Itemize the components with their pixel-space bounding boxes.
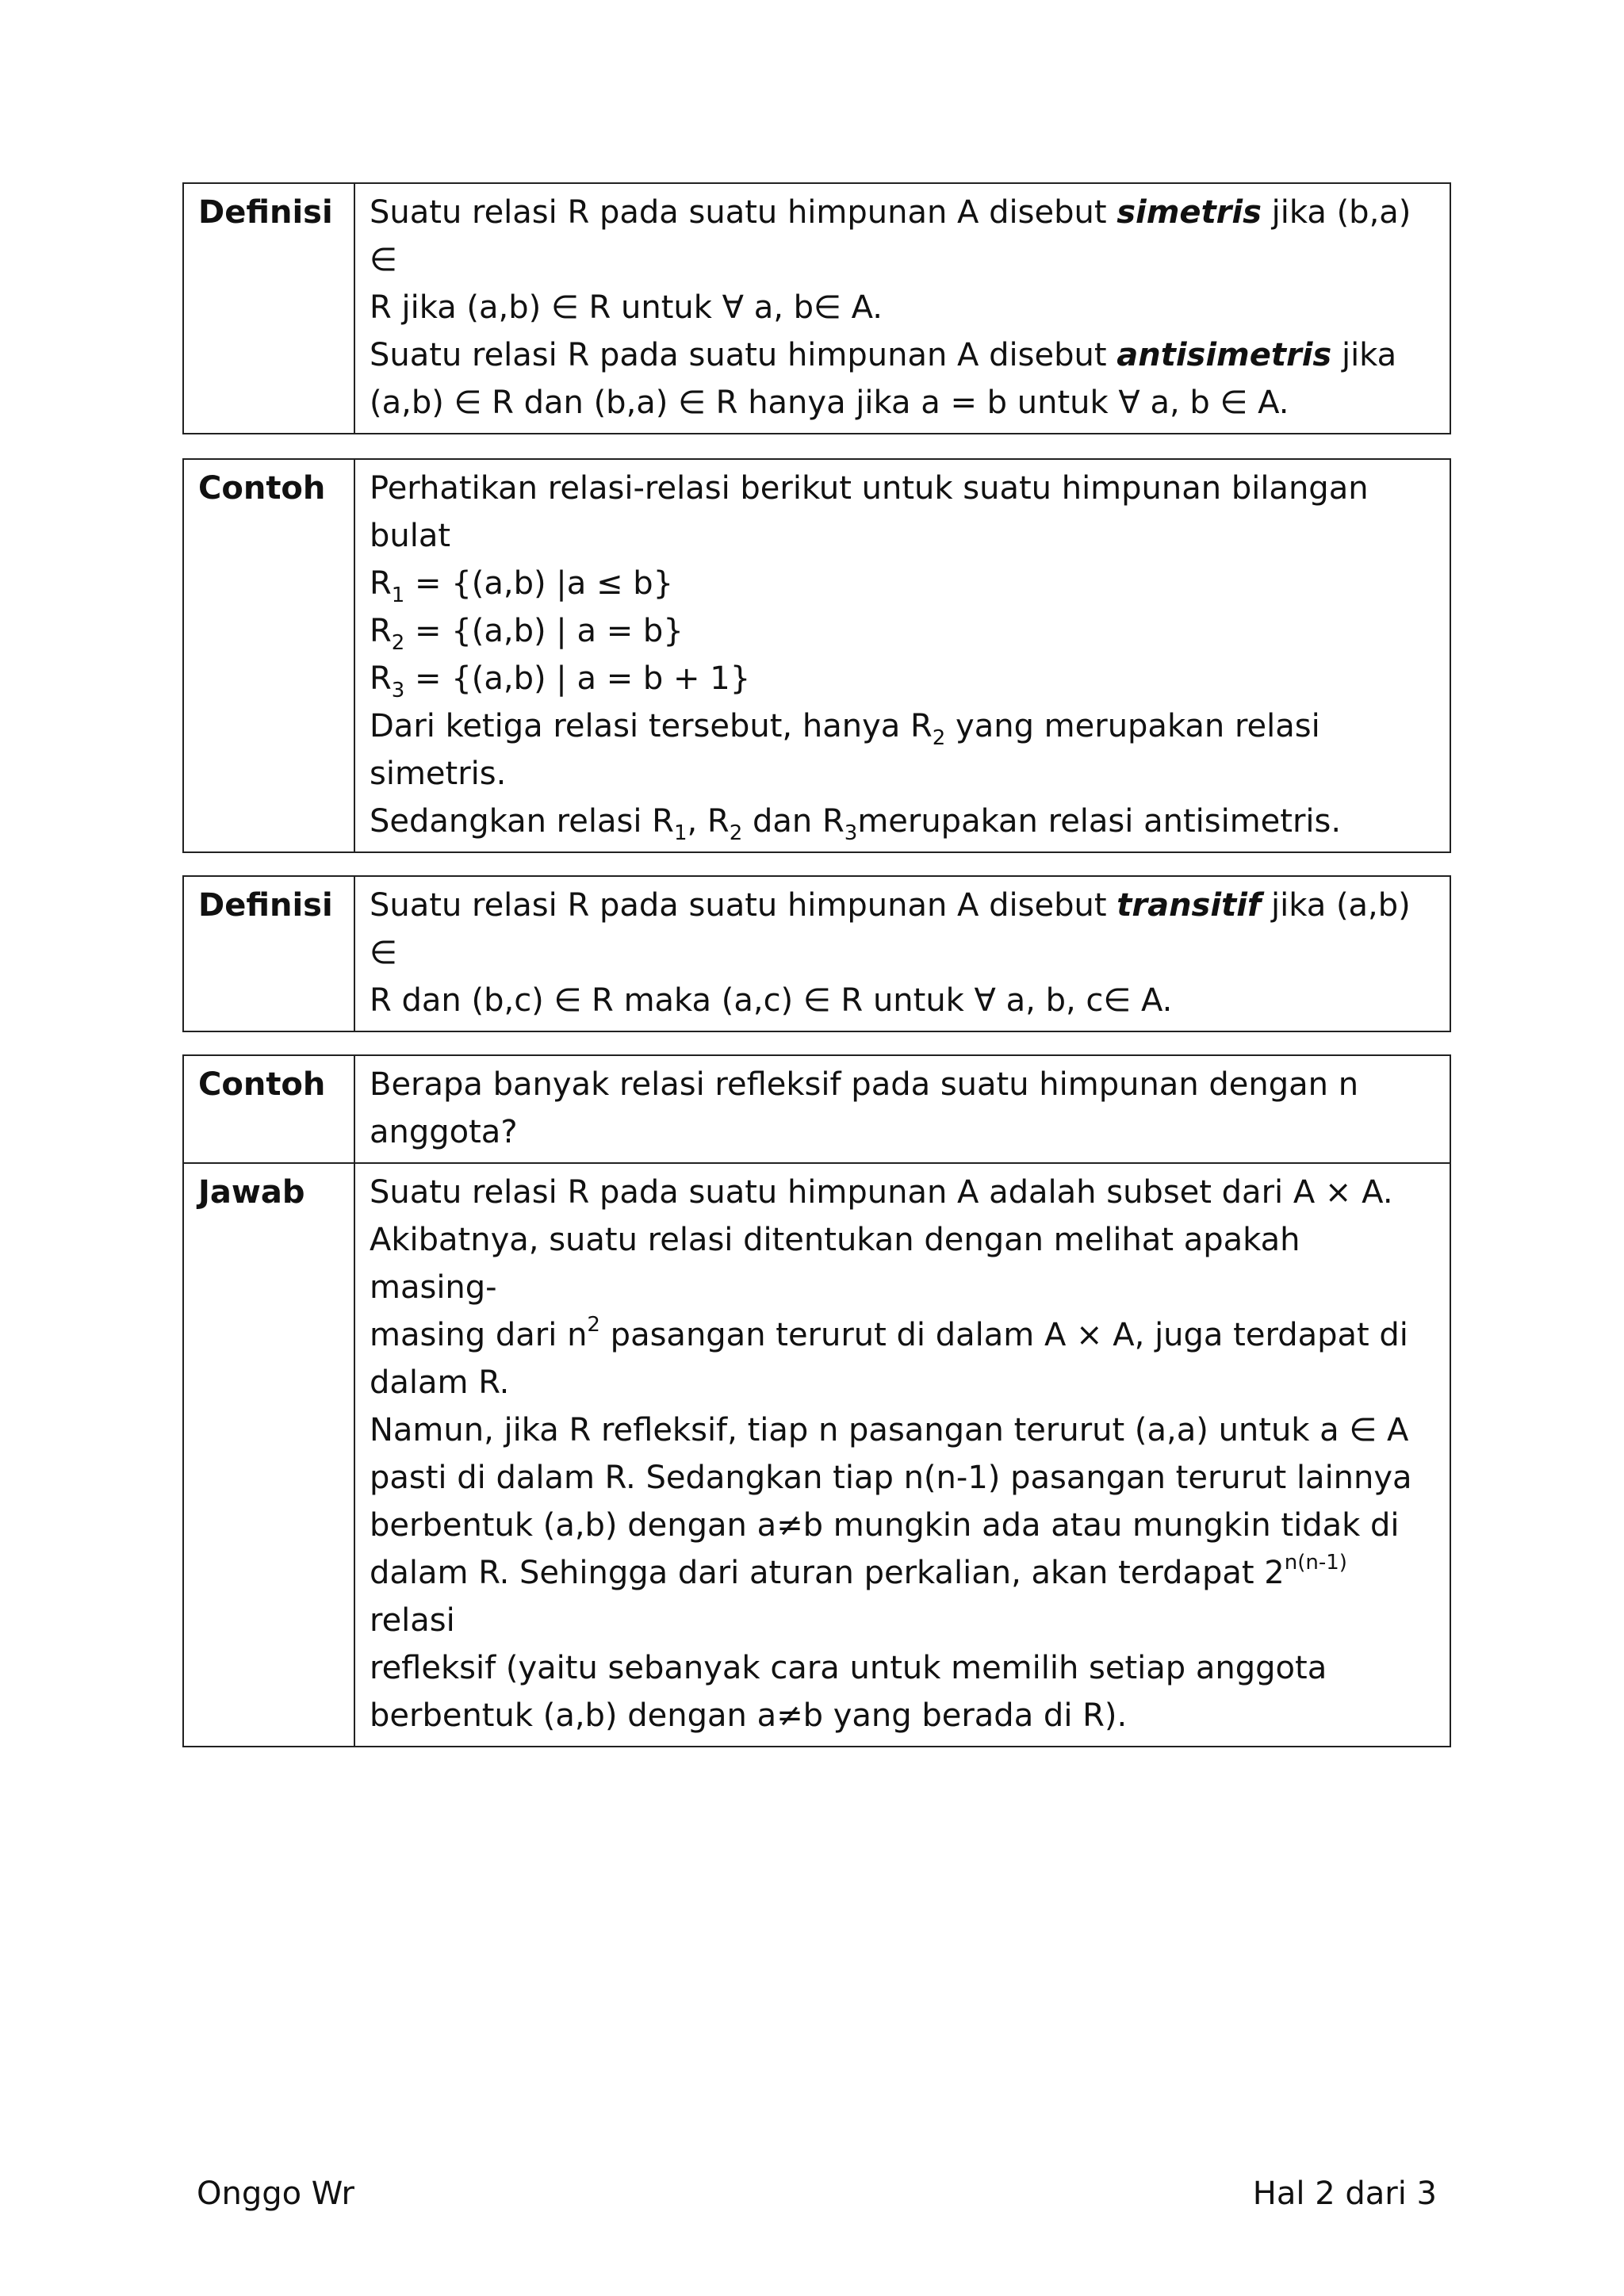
relation-r3: $R_3 = \{(a,b)$ | a = b + 1} [370, 660, 751, 702]
relation-r1: $R_1 = \{(a,b) |a \le b\}$ [370, 565, 674, 607]
answer-text: Suatu relasi R pada suatu himpunan A adalah subset dari A × A. Akibatnya, suatu relasi ditentukan dengan melihat apakah masing- masing dari $n^2$ pasangan terurut di dalam A × A, juga terdapat di dalam R. Namun, jika R refleksif, tiap n pasangan terurut (a,a) untuk a ∈ A pasti di dalam R. Sedangkan tiap n(n-1) pasangan terurut lainnya berbentuk (a,b) dengan a≠b mungkin ada atau mungkin tidak di dalam R. Sehingga dari aturan perkalian, akan terdapat $2^{n(n-1)}$ relasi refleksif (yaitu sebanyak cara untuk memilih setiap anggota berbentuk (a,b) dengan a≠b yang berada di R). [354, 1163, 1450, 1747]
term-transitif: transitif [1116, 887, 1262, 924]
example-text: Perhatikan relasi-relasi berikut untuk suatu himpunan bilangan bulat $R_1 = \{(a,b) |a \le b\}$ $R_2 = \{(a,b)$ | a = b} $R_3 = \{(a,b)$ | a = b + 1} Dari ketiga relasi tersebut, hanya $R_2$ yang merupakan relasi simetris. Sedangkan relasi $R_1$, $R_2$ dan $R_3merupakan$ relasi antisimetris. [354, 459, 1450, 852]
example-reflexive-table [182, 1054, 1451, 1747]
definition-text: Suatu relasi R pada suatu himpunan A disebut simetris jika (b,a) ∈ R jika (a,b) ∈ R untuk ∀ a, b∈ A. Suatu relasi R pada suatu himpunan A disebut antisimetris jika (a,b) ∈ R dan (b,a) ∈ R hanya jika a = b untuk ∀ a, b ∈ A. [354, 183, 1450, 434]
footer-author: Onggo Wr [197, 2175, 355, 2212]
definition-transitive-table [182, 875, 1451, 1032]
footer-page-number: Hal 2 dari 3 [1252, 2175, 1437, 2212]
example-relations-table [182, 458, 1451, 853]
question-text: Berapa banyak relasi refleksif pada suatu himpunan dengan n anggota? [354, 1055, 1450, 1163]
answer-label: Jawab [183, 1163, 354, 1747]
definition-label: Definisi [183, 876, 354, 1031]
relation-r2: $R_2 = \{(a,b)$ | a = b} [370, 613, 684, 655]
definition-label: Definisi [183, 183, 354, 434]
term-simetris: simetris [1116, 194, 1262, 231]
term-antisimetris: antisimetris [1116, 337, 1332, 373]
example-label: Contoh [183, 459, 354, 852]
definition-symmetric-table [182, 182, 1451, 434]
example-label: Contoh [183, 1055, 354, 1163]
definition-text: Suatu relasi R pada suatu himpunan A disebut transitif jika (a,b) ∈ R dan (b,c) ∈ R maka (a,c) ∈ R untuk ∀ a, b, c∈ A. [354, 876, 1450, 1031]
